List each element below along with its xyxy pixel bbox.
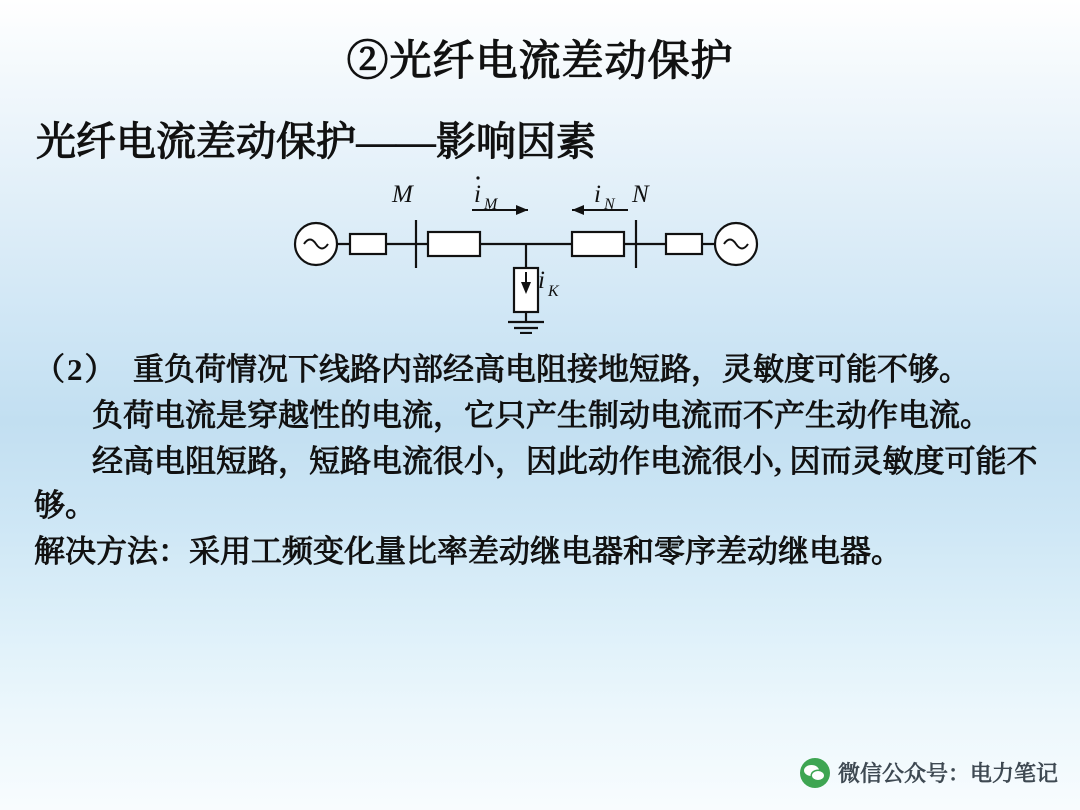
svg-text:N: N	[604, 196, 615, 213]
section-subtitle: 光纤电流差动保护——影响因素	[36, 119, 596, 164]
label-bus-m: M	[392, 181, 413, 208]
paragraph-1-text: 重负荷情况下线路内部经高电阻接地短路，灵敏度可能不够。	[102, 352, 970, 387]
page-title: ②光纤电流差动保护	[346, 39, 734, 85]
circuit-diagram	[276, 176, 776, 334]
paragraph-4: 解决方法：采用工频变化量比率差动继电器和零序差动继电器。	[34, 534, 902, 570]
wechat-icon	[800, 758, 830, 788]
label-current-n	[594, 181, 616, 213]
svg-text:K: K	[548, 283, 559, 300]
watermark-label: 微信公众号：电力笔记	[837, 761, 1058, 786]
label-current-k	[538, 267, 560, 300]
paragraph-2: 负荷电流是穿越性的电流，它只产生制动电流而不产生动作电流。	[92, 398, 991, 434]
paragraph-1-number: （2）	[34, 352, 102, 387]
svg-text:i: i	[474, 181, 481, 208]
paragraph-1	[34, 348, 1046, 392]
label-current-m	[474, 176, 499, 213]
paragraph-3: 经高电阻短路，短路电流很小，因此动作电流很小, 因而灵敏度可能不够。	[34, 444, 1038, 524]
svg-text:i: i	[538, 267, 545, 294]
body-content	[34, 348, 1046, 576]
label-bus-n: N	[632, 181, 649, 208]
svg-text:M: M	[484, 196, 498, 213]
svg-text:i: i	[594, 181, 601, 208]
watermark	[800, 757, 1058, 788]
